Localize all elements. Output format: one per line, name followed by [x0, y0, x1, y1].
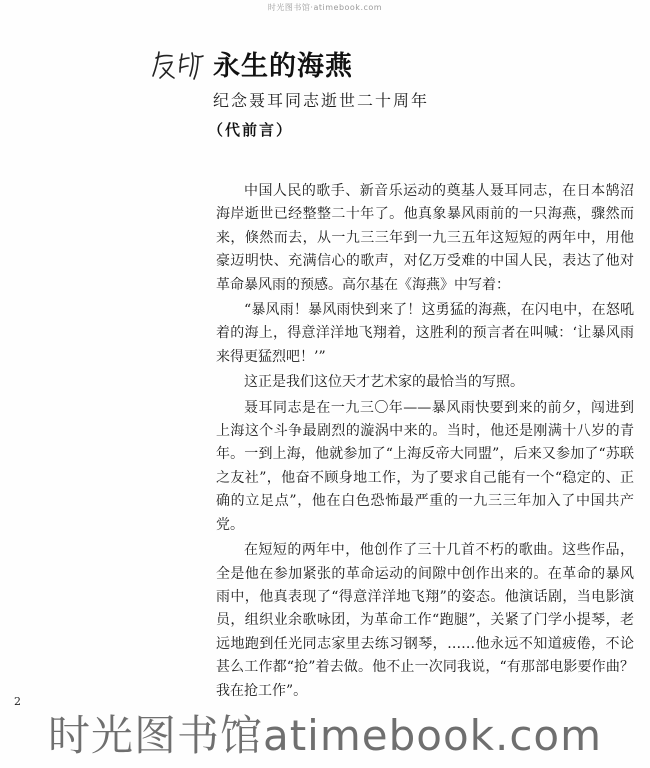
- paragraph: 中国人民的歌手、新音乐运动的奠基人聂耳同志，在日本鹄沼海岸逝世已经整整二十年了。他真象暴风雨前的一只海燕，骤然而来，倏然而去，从一九三三年到一九三五年这短短的两年中，用他豪迈明快、充满信心的歌声，对亿万受难的中国人民，表达了他对革命暴风雨的预感。高尔基在《海燕》中写着：: [216, 183, 634, 293]
- paragraph: 在短短的两年中，他创作了三十几首不朽的歌曲。这些作品，全是他在参加紧张的革命运动的间隙中创作出来的。在革命的暴风雨中，他真表现了“得意洋洋地飞翔”的姿态。他演话剧，当电影演员，组织业余歌咏团，为革命工作“跑腿”，关紧了门学小提琴，老远地跑到任光同志家里去练习钢琴，……他永远不知道疲倦，不论甚么工作都“抢”着去做。他不止一次同我说，“有那部电影要作曲？我在抢工作”。: [216, 542, 634, 699]
- paragraph: 这正是我们这位天才艺术家的最恰当的写照。: [244, 374, 524, 391]
- paragraph: 聂耳同志是在一九三〇年——暴风雨快要到来的前夕，闯进到上海这个斗争最剧烈的漩涡中来的。当时，他还是刚满十八岁的青年。一到上海，他就参加了“上海反帝大同盟”，后来又参加了“苏联之友社”，他奋不顾身地工作，为了要求自己能有一个“稳定的、正确的立足点”，他在白色恐怖最严重的一九三三年加入了中国共产党。: [216, 399, 634, 533]
- top-watermark: 时光图书馆·atimebook.com: [267, 3, 383, 12]
- site-watermark: 时光图书馆atimebook.com: [47, 711, 603, 760]
- page-title: 永生的海燕: [213, 51, 353, 82]
- page-subtitle: 纪念聂耳同志逝世二十周年: [213, 91, 430, 110]
- article-body: [216, 180, 634, 705]
- page-number: 2: [14, 695, 21, 708]
- author-signature: [150, 48, 206, 82]
- preface-tag: （代前言）: [208, 121, 294, 139]
- paragraph: “暴风雨！暴风雨快到来了！这勇猛的海燕，在闪电中，在怒吼着的海上，得意洋洋地飞翔着，这胜利的预言者在叫喊：‘让暴风雨来得更猛烈吧！’”: [216, 302, 634, 365]
